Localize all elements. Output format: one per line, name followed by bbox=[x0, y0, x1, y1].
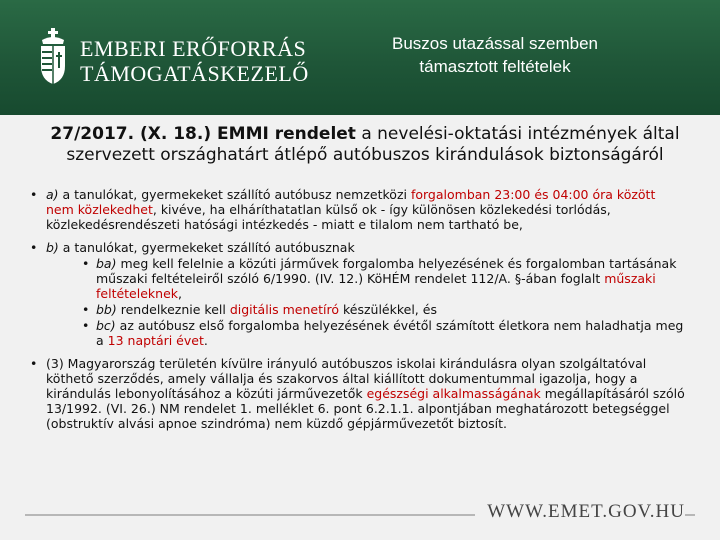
regulation-reference: 27/2017. (X. 18.) EMMI rendelet bbox=[50, 124, 356, 144]
sub-item-bc bbox=[82, 318, 687, 348]
highlighted-text: forgalomban 23:00 és 04:00 óra között nem közlekedhet bbox=[46, 187, 656, 217]
item-letter: b) bbox=[46, 240, 59, 255]
item-letter: bb) bbox=[96, 302, 117, 317]
sub-item-bb bbox=[82, 302, 687, 317]
title-line-2: szervezett országhatárt átlépő autóbuszos kirándulások biztonságáról bbox=[66, 145, 664, 165]
item-text: a tanulókat, gyermekeket szállító autóbusz nemzetközi bbox=[58, 187, 411, 202]
item-text: rendelkeznie kell bbox=[116, 302, 230, 317]
bullet-icon: • bbox=[30, 240, 38, 255]
list-item-a bbox=[22, 187, 687, 232]
item-letter: bc) bbox=[96, 318, 116, 333]
item-text: . bbox=[203, 333, 208, 348]
bullet-icon: • bbox=[30, 187, 38, 202]
item-text: az autóbusz első forgalomba helyezésének évétől számított életkora nem haladhatja meg a bbox=[96, 318, 684, 348]
organization-name bbox=[80, 36, 309, 86]
bullet-icon: • bbox=[82, 256, 90, 271]
title-line-1-rest: a nevelési-oktatási intézmények által bbox=[355, 124, 680, 144]
highlighted-text: digitális menetíró bbox=[229, 302, 339, 317]
headline-line-2: támasztott feltételek bbox=[419, 57, 571, 76]
footer-website-link[interactable]: WWW.EMET.GOV.HU bbox=[475, 501, 685, 523]
org-line-2: TÁMOGATÁSKEZELŐ bbox=[80, 61, 309, 86]
item-text: , bbox=[178, 286, 182, 301]
item-text: a tanulókat, gyermekeket szállító autóbusznak bbox=[58, 240, 355, 255]
highlighted-text: műszaki feltételeknek bbox=[96, 271, 656, 301]
list-item-b bbox=[22, 240, 687, 348]
highlighted-text: 13 naptári évet bbox=[107, 333, 204, 348]
item-letter: a) bbox=[46, 187, 59, 202]
headline-line-1: Buszos utazással szemben bbox=[392, 34, 598, 53]
slide-title bbox=[20, 124, 710, 166]
bullet-icon: • bbox=[30, 356, 38, 371]
header-bar bbox=[0, 0, 720, 115]
slide-headline bbox=[345, 32, 645, 78]
bullet-icon: • bbox=[82, 318, 90, 333]
bullet-icon: • bbox=[82, 302, 90, 317]
list-item-3 bbox=[22, 356, 687, 431]
content-list bbox=[22, 187, 687, 439]
org-line-1: EMBERI ERŐFORRÁS bbox=[80, 36, 307, 61]
item-text: (3) Magyarország területén kívülre irányuló autóbuszos iskolai kirándulásra olyan szolgáltatóval köthető szerződés, amely vállalja és szakorvos által kiállított dokumentummal igazolja, hogy a kirándulás lebonyolításához a közúti járművezetők bbox=[46, 356, 647, 401]
item-text: meg kell felelnie a közúti járművek forgalomba helyezésének és forgalomban tartásának műszaki feltételeiről szóló 6/1990. (IV. 12.) KöHÉM rendelet 112/A. §-ában foglalt bbox=[96, 256, 677, 286]
item-letter: ba) bbox=[96, 256, 117, 271]
item-text: , kivéve, ha elháríthatatlan külső ok - így különösen közlekedési torlódás, közlekedésrendészeti hatósági intézkedés - miatt e tilalom nem tartható be, bbox=[46, 202, 611, 232]
hungarian-coat-of-arms-icon bbox=[38, 28, 68, 84]
title-line-1 bbox=[20, 124, 710, 145]
sub-item-ba bbox=[82, 256, 687, 301]
item-text: készülékkel, és bbox=[339, 302, 437, 317]
item-text: megállapításáról szóló 13/1992. (VI. 26.) NM rendelet 1. melléklet 6. pont 6.2.1.1. alpontjában meghatározott betegséggel (obstruktív alvási apnoe szindróma) nem küzdő gépjárművezetőt biztosít. bbox=[46, 386, 685, 431]
highlighted-text: egészségi alkalmasságának bbox=[366, 386, 541, 401]
